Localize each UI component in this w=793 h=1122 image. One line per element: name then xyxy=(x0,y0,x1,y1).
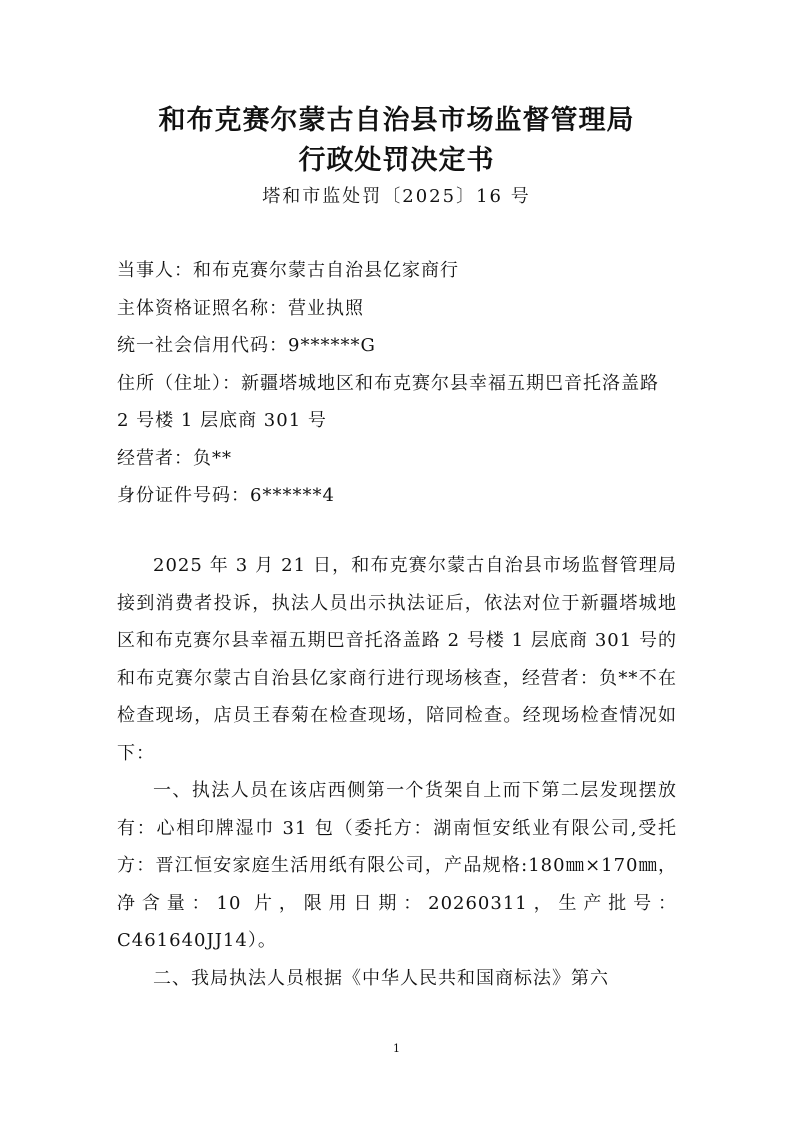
credit-code: 统一社会信用代码：9******G xyxy=(117,335,376,356)
operator: 经营者：负** xyxy=(117,447,232,469)
party-name: 当事人：和布克赛尔蒙古自治县亿家商行 xyxy=(117,260,459,281)
document-title-line2: 行政处罚决定书 xyxy=(298,145,495,176)
page-number: 1 xyxy=(393,1042,400,1055)
document-title-line1: 和布克赛尔蒙古自治县市场监督管理局 xyxy=(158,105,635,136)
party-info-list xyxy=(117,252,677,515)
document-number: 塔和市监处罚〔2025〕16 号 xyxy=(262,186,531,207)
license-type: 主体资格证照名称：营业执照 xyxy=(117,297,364,319)
paragraph-finding-two: 二、我局执法人员根据《中华人民共和国商标法》第六 xyxy=(153,967,609,989)
id-number: 身份证件号码：6******4 xyxy=(117,485,335,506)
paragraph-inspection-intro: 2025 年 3 月 21 日，和布克赛尔蒙古自治县市场监督管理局接到消费者投诉，执法人员出示执法证后，依法对位于新疆塔城地区和布克赛尔县幸福五期巴音托洛盖路 2 号楼 1 层底商 301 号的和布克赛尔蒙古自治县亿家商行进行现场核查，经营者：负**不在检查现场，店员王春菊在检查现场，陪同检查。经现场检查情况如下： xyxy=(117,555,677,764)
document-body xyxy=(117,547,677,997)
paragraph-finding-one: 一、执法人员在该店西侧第一个货架自上而下第二层发现摆放有：心相印牌湿巾 31 包（委托方：湖南恒安纸业有限公司,受托方：晋江恒安家庭生活用纸有限公司，产品规格:180㎜×170㎜，净含量：10 片，限用日期：20260311，生产批号：C461640JJ14）。 xyxy=(117,780,677,951)
address: 住所（住址）：新疆塔城地区和布克赛尔县幸福五期巴音托洛盖路 2 号楼 1 层底商 301 号 xyxy=(117,372,659,431)
